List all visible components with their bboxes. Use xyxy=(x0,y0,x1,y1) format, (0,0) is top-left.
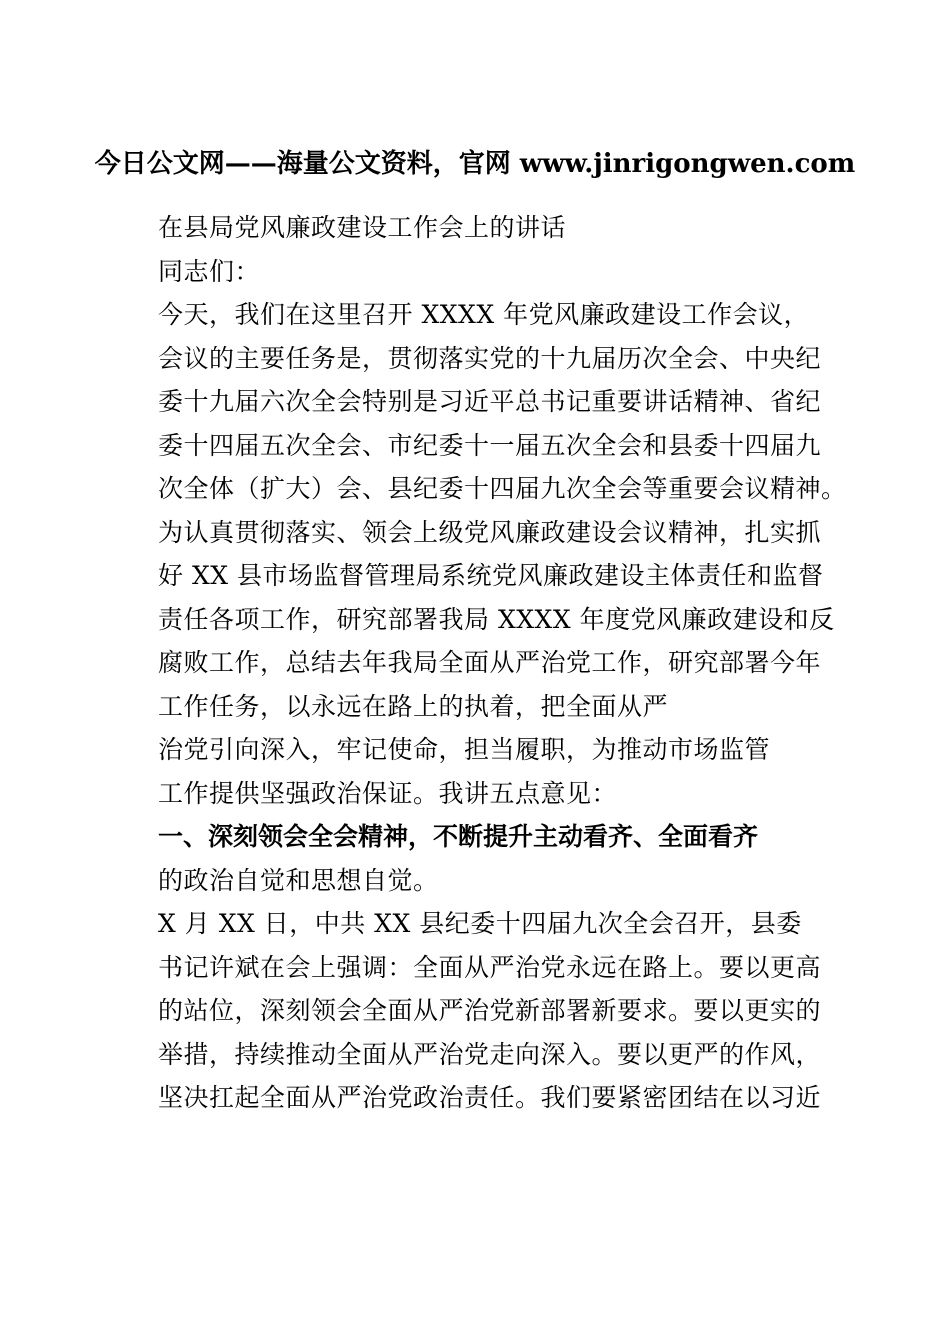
paragraph-line: 书记许斌在会上强调：全面从严治党永远在路上。要以更高 xyxy=(158,952,822,982)
paragraph-line: 委十四届五次全会、市纪委十一届五次全会和县委十四届九 xyxy=(158,430,822,460)
paragraph-line: 好 XX 县市场监督管理局系统党风廉政建设主体责任和监督 xyxy=(158,561,824,590)
section-heading-line: 一、深刻领会全会精神，不断提升主动看齐、全面看齐 xyxy=(158,822,759,851)
paragraph-line: 同志们： xyxy=(158,256,261,286)
paragraph-line: 今天，我们在这里召开 XXXX 年党风廉政建设工作会议， xyxy=(158,300,810,329)
paragraph-line: 在县局党风廉政建设工作会上的讲话 xyxy=(158,213,567,242)
paragraph-line: 工作提供坚强政治保证。我讲五点意见： xyxy=(158,778,618,808)
paragraph-line: X 月 XX 日，中共 XX 县纪委十四届九次全会召开，县委 xyxy=(158,909,802,938)
paragraph-line: 工作任务，以永远在路上的执着，把全面从严 xyxy=(158,691,669,721)
paragraph-line: 委十九届六次全会特别是习近平总书记重要讲话精神、省纪 xyxy=(158,387,822,416)
paragraph-line: 责任各项工作，研究部署我局 XXXX 年度党风廉政建设和反 xyxy=(158,604,835,634)
document-body xyxy=(158,206,847,1120)
paragraph-line: 腐败工作，总结去年我局全面从严治党工作，研究部署今年 xyxy=(158,648,822,677)
paragraph-line: 次全体（扩大）会、县纪委十四届九次全会等重要会议精神。 xyxy=(158,474,847,503)
paragraph-line: 治党引向深入，牢记使命，担当履职，为推动市场监管 xyxy=(158,735,771,764)
paragraph-line: 坚决扛起全面从严治党政治责任。我们要紧密团结在以习近 xyxy=(158,1083,822,1112)
paragraph-line: 会议的主要任务是，贯彻落实党的十九届历次全会、中央纪 xyxy=(158,343,822,373)
paragraph-line: 的站位，深刻领会全面从严治党新部署新要求。要以更实的 xyxy=(158,996,822,1025)
paragraph-line: 为认真贯彻落实、领会上级党风廉政建设会议精神，扎实抓 xyxy=(158,517,822,547)
paragraph-line: 的政治自觉和思想自觉。 xyxy=(158,865,439,895)
page-header: 今日公文网——海量公文资料，官网 www.jinrigongwen.com xyxy=(94,149,856,179)
paragraph-line: 举措，持续推动全面从严治党走向深入。要以更严的作风， xyxy=(158,1039,822,1069)
